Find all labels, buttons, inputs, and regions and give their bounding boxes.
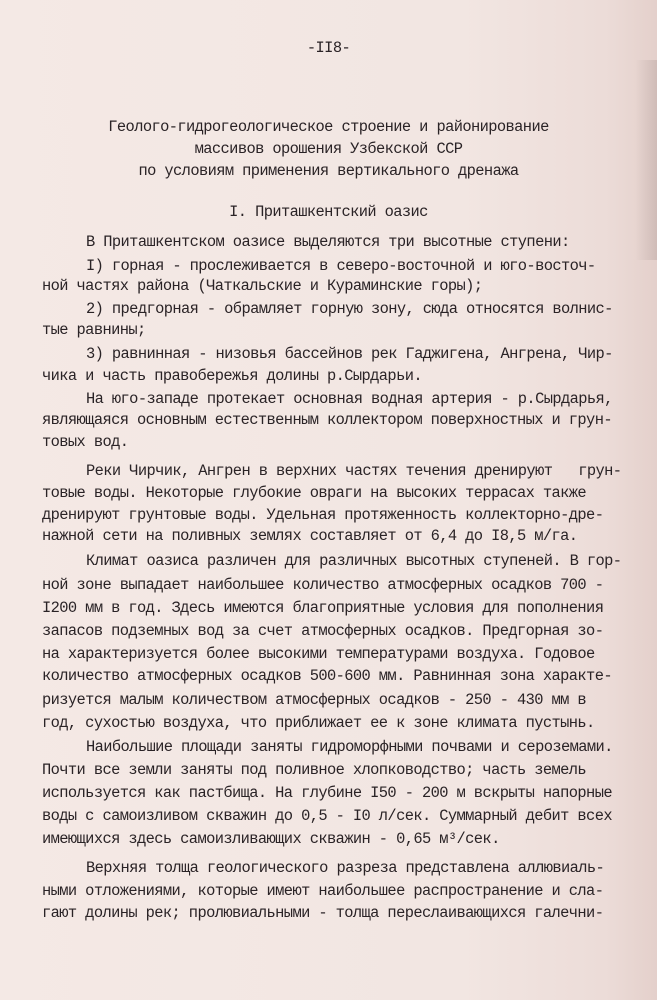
body-line: I) горная - прослеживается в северо-восточной и юго-восточ- [86,257,596,275]
body-line: Климат оазиса различен для различных высотных ступеней. В гор- [86,552,622,570]
body-line: на характеризуется более высокими температурами воздуха. Годовое [42,645,595,663]
section-heading: I. Приташкентский оазис [229,203,428,221]
title-line-2: массивов орошения Узбекской ССР [194,140,463,158]
body-line: Реки Чирчик, Ангрен в верхних частях течения дренируют грун- [86,462,622,480]
page-number: -II8- [306,39,351,57]
body-line: I200 мм в год. Здесь имеются благоприятные условия для пополнения [42,599,604,617]
body-line: ными отложениями, которые имеют наибольшее распространение и сла- [42,882,604,900]
body-line: ной частях района (Чаткальские и Кураминские горы); [42,277,483,295]
body-line: имеющихся здесь самоизливающих скважин - 0,65 м³/сек. [42,830,500,848]
body-line: Наибольшие площади заняты гидроморфными почвами и сероземами. [86,738,613,756]
body-line: товых вод. [42,433,129,451]
title-line-1: Геолого-гидрогеологическое строение и районирование [108,118,549,136]
body-line: ризуется малым количеством атмосферных осадков - 250 - 430 мм в [42,691,587,709]
body-line: В Приташкентском оазисе выделяются три высотные ступени: [86,233,570,251]
title-line-3: по условиям применения вертикального дренажа [138,162,519,180]
body-line: Почти все земли заняты под поливное хлопководство; часть земель [42,761,587,779]
body-line: Верхняя толща геологического разреза представлена аллювиаль- [86,859,605,877]
body-line: количество атмосферных осадков 500-600 мм. Равнинная зона характе- [42,667,612,685]
body-line: воды с самоизливом скважин до 0,5 - I0 л/сек. Суммарный дебит всех [42,807,612,825]
body-line: товые воды. Некоторые глубокие овраги на высоких террасах также [42,484,587,502]
body-line: используется как пастбища. На глубине I50 - 200 м вскрыты напорные [42,784,612,802]
body-line: 3) равнинная - низовья бассейнов рек Гаджигена, Ангрена, Чир- [86,345,613,363]
body-line: нажной сети на поливных землях составляет от 6,4 до I8,5 м/га. [42,527,578,545]
body-line: чика и часть правобережья долины р.Сырдарьи. [42,367,422,385]
body-line: тые равнины; [42,321,146,339]
body-line: дренируют грунтовые воды. Удельная протяженность коллекторно-дре- [42,506,604,524]
body-line: На юго-западе протекает основная водная артерия - р.Сырдарья, [86,390,613,408]
body-line: гают долины рек; пролювиальными - толща переслаивающихся галечни- [42,904,604,922]
body-line: являющаяся основным естественным коллектором поверхностных и грун- [42,411,612,429]
body-line: 2) предгорная - обрамляет горную зону, сюда относятся волнис- [86,300,613,318]
page-edge-shadow [635,60,657,260]
body-line: год, сухостью воздуха, что приближает ее к зоне климата пустынь. [42,714,595,732]
body-line: ной зоне выпадает наибольшее количество атмосферных осадков 700 - [42,576,604,594]
body-line: запасов подземных вод за счет атмосферных осадков. Предгорная зо- [42,622,604,640]
